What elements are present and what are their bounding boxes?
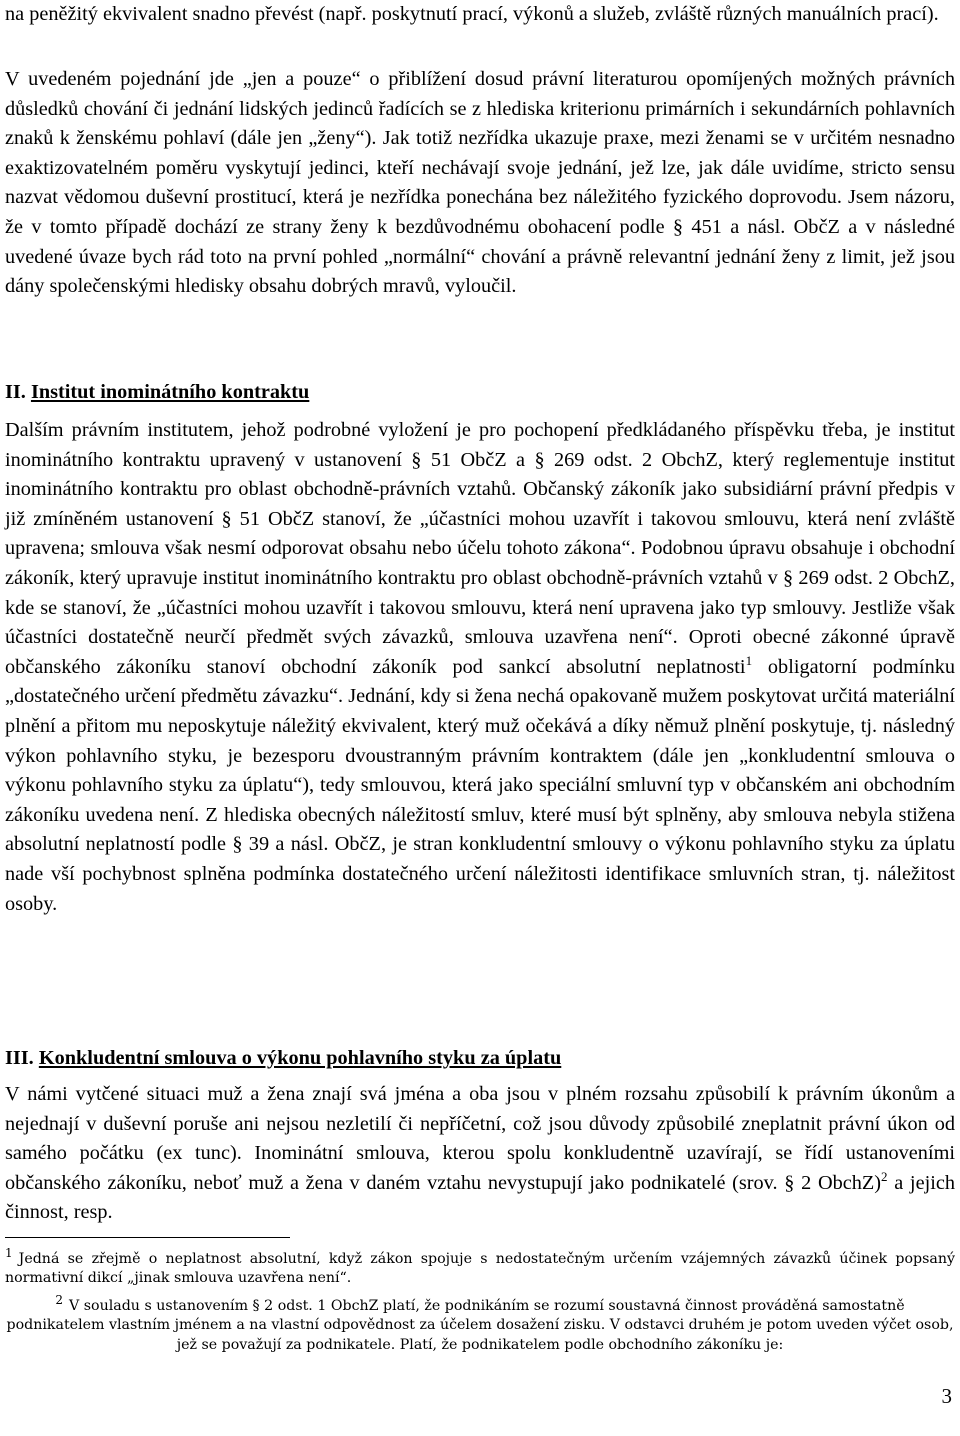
- footnote-number: 1: [5, 1246, 13, 1261]
- page-number: 3: [941, 1384, 952, 1408]
- footnote-separator: [5, 1237, 290, 1238]
- section-heading-iii: [5, 1044, 955, 1072]
- footnote-1: [5, 1246, 955, 1289]
- footnote-text: Jedná se zřejmě o neplatnost absolutní, když zákon spojuje s nedostatečným určením vzájemných závazků účinek popsaný normativní dikcí „jinak smlouva uzavřena není“.: [5, 1251, 955, 1287]
- footnote-2: [5, 1293, 955, 1355]
- section-number: II.: [5, 381, 26, 403]
- footnote-text: V souladu s ustanovením § 2 odst. 1 ObchZ platí, že podnikáním se rozumí soustavná činnost prováděná samostatně podnikatelem vlastním jménem a na vlastní odpovědnost za účelem dosažení zisku. V odstavci druhém je potom uveden výčet osob, jež se považují za podnikatele. Platí, že podnikatelem podle obchodního zákoníku je:: [6, 1298, 954, 1353]
- section-title: Konkludentní smlouva o výkonu pohlavního styku za úplatu: [38, 1047, 562, 1069]
- paragraph-main-topic: V uvedeném pojednání jde „jen a pouze“ o přiblížení dosud právní literaturou opomíjených možných právních důsledků chování či jednání lidských jedinců řadících se z hlediska kriterionu primárních i sekundárních pohlavních znaků k ženskému pohlaví (dále jen „ženy“). Jak totiž nezřídka ukazuje praxe, mezi ženami se v určitém nesnadno exaktizovatelném poměru vyskytují jedinci, kteří nechávají svoje jednání, jež lze, jak dále uvidíme, stricto sensu nazvat vědomou duševní prostitucí, která je nezřídka ponechána bez náležitého fyzického doprovodu. Jsem názoru, že v tomto případě dochází ze strany ženy k bezdůvodnému obohacení podle § 451 a násl. ObčZ a v následné uvedené úvaze bych rád toto na první pohled „normální“ chování a právně relevantní jednání ženy z limit, jež jsou dány společenskými hledisky obsahu dobrých mravů, vyloučil.: [5, 68, 955, 298]
- paragraph-text: obligatorní podmínku „dostatečného určení předmětu závazku“. Jednání, kdy si žena nechá opakovaně mužem poskytovat určitá materiální plnění a přitom mu neposkytuje náležitý ekvivalent, který muž očekává a díky němuž plnění poskytuje, tj. následný výkon pohlavního styku, je bezesporu dvoustranným právním kontraktem (dále jen „konkludentní smlouva o výkonu pohlavního styku za úplatu“), tedy smlouvou, která jako speciální smluvní typ v občanském ani obchodním zákoníku uvedena není. Z hlediska obecných náležitostí smluv, které musí být splněny, aby smlouva nebyla stižena absolutní neplatností podle § 39 a násl. ObčZ, je stran konkludentní smlouvy o výkonu pohlavního styku za úplatu nade vší pochybnost splněna podmínka dostatečného určení náležitosti identifikace smluvních stran, tj. náležitost osoby.: [5, 655, 955, 915]
- footnote-number: 2: [55, 1293, 64, 1308]
- section-title: Institut inominátního kontraktu: [30, 381, 310, 403]
- footnote-ref-2[interactable]: 2: [881, 1169, 888, 1185]
- paragraph-inominate-contract: [5, 416, 955, 919]
- section-heading-ii: [5, 378, 955, 406]
- footnote-ref-1[interactable]: 1: [745, 652, 753, 668]
- paragraph-intro-continuation: na peněžitý ekvivalent snadno převést (např. poskytnutí prací, výkonů a služeb, zvláště různých manuálních prací).: [5, 3, 939, 25]
- paragraph-text: Dalším právním institutem, jehož podrobné vyložení je pro pochopení předkládaného příspěvku třeba, je institut inominátního kontraktu upravený v ustanovení § 51 ObčZ a § 269 odst. 2 ObchZ, který reglementuje institut inominátního kontraktu pro oblast obchodně-právních vztahů. Občanský zákoník jako subsidiární právní předpis v již zmíněném ustanovení § 51 ObčZ stanoví, že „účastníci mohou uzavřít i takovou smlouvu, která není zvláště upravena; smlouva však nesmí odporovat obsahu nebo účelu tohoto zákona“. Podobnou úpravu obsahuje i obchodní zákoník, který upravuje institut inominátního kontraktu pro oblast obchodně-právních vztahů v § 269 odst. 2 ObchZ, kde se stanoví, že „účastníci mohou uzavřít i takovou smlouvu, která není upravena jako typ smlouvy. Jestliže však účastníci dostatečně neurčí předmět svých závazků, smlouva uzavřena není“. Oproti obecné zákonné úpravě občanského zákoníku stanoví obchodní zákoník pod sankcí absolutní neplatnosti: [5, 419, 955, 678]
- paragraph-concludent-contract: [5, 1080, 955, 1228]
- paragraph-text: a jejich činnost, resp.: [5, 1171, 955, 1224]
- paragraph-text: V námi vytčené situaci muž a žena znají svá jména a oba jsou v plném rozsahu způsobilí k právním úkonům a nejednají v duševní poruše ani nejsou nezletilí či nepříčetní, což jsou důvody způsobilé zneplatnit právní úkon od samého počátku (ex tunc). Inominátní smlouva, kterou spolu konkludentně uzavírají, se řídí ustanoveními občanského zákoníku, neboť muž a žena v daném vztahu nevystupují jako podnikatelé (srov. § 2 ObchZ): [5, 1083, 955, 1194]
- section-number: III.: [5, 1047, 34, 1069]
